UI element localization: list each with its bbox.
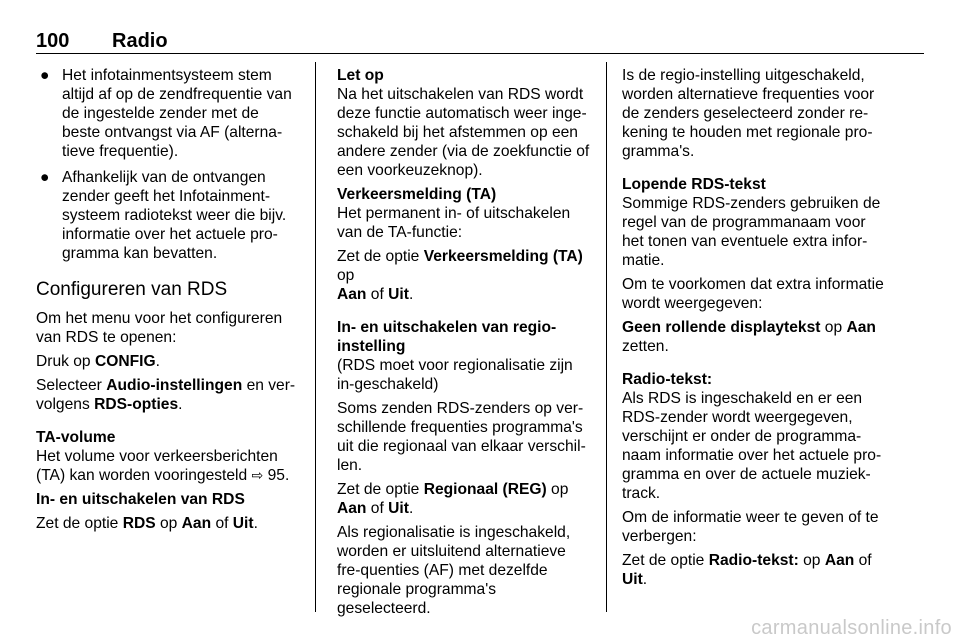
page-number: 100 bbox=[36, 30, 70, 52]
section-title: Radio bbox=[112, 30, 168, 52]
paragraph: Zet de optie Regionaal (REG) op Aan of Uit. bbox=[337, 481, 569, 517]
section-heading: Configureren van RDS bbox=[36, 279, 228, 300]
paragraph: Lopende RDS-tekst Sommige RDS-zenders gebruiken de regel van de programmanaam voor het tonen van eventuele extra infor-matie. bbox=[622, 176, 881, 269]
column-divider bbox=[606, 62, 607, 612]
page-header bbox=[36, 30, 924, 54]
paragraph: Soms zenden RDS-zenders op ver-schillende frequenties programma's uit die regionaal van elkaar verschil-len. bbox=[337, 400, 586, 474]
list-item: ● Het infotainmentsysteem stem altijd af op de zendfrequentie van de ingestelde zender met de beste ontvangst via AF (alterna-tieve frequentie). bbox=[40, 67, 292, 160]
column-3 bbox=[622, 66, 888, 594]
paragraph: Zet de optie Verkeersmelding (TA) op Aan of Uit. bbox=[337, 248, 583, 303]
paragraph: Om de informatie weer te geven of te verbergen: bbox=[622, 509, 879, 545]
paragraph: Is de regio-instelling uitgeschakeld, worden alternatieve frequenties voor de zenders geselecteerd zonder re-kening te houden met regionale pro-gramma's. bbox=[622, 67, 875, 160]
paragraph: Verkeersmelding (TA) Het permanent in- of uitschakelen van de TA-functie: bbox=[337, 186, 571, 241]
column-divider bbox=[315, 62, 316, 612]
bullet-list bbox=[36, 66, 301, 263]
paragraph: Selecteer Audio-instellingen en ver-volgens RDS-opties. bbox=[36, 377, 296, 413]
column-1 bbox=[36, 66, 301, 538]
paragraph: Radio-tekst: Als RDS is ingeschakeld en er een RDS-zender wordt weergegeven, verschijnt er onder de programma-naam informatie over het actuele pro-gramma en over de actuele muziek-track. bbox=[622, 371, 882, 502]
paragraph: Als regionalisatie is ingeschakeld, worden er uitsluitend alternatieve fre-quenties (AF) met dezelfde regionale programma's geselecteerd. bbox=[337, 524, 571, 617]
paragraph: Druk op CONFIG. bbox=[36, 353, 160, 370]
list-item: ● Afhankelijk van de ontvangen zender geeft het Infotainment-systeem radiotekst weer die bijv. informatie over het actuele pro-gramma kan bevatten. bbox=[40, 169, 287, 262]
paragraph: Om te voorkomen dat extra informatie wordt weergegeven: bbox=[622, 276, 884, 312]
bullet-icon: ● bbox=[40, 67, 50, 84]
watermark: carmanualsonline.info bbox=[751, 617, 952, 639]
paragraph: In- en uitschakelen van regio-instelling (RDS moet voor regionalisatie zijn in-geschakeld) bbox=[337, 319, 573, 393]
paragraph: Zet de optie Radio-tekst: op Aan of Uit. bbox=[622, 552, 872, 588]
column-2 bbox=[337, 66, 593, 623]
note: Let op Na het uitschakelen van RDS wordt deze functie automatisch weer inge-schakeld bij het afstemmen op een andere zender (via de zoekfunctie of een voorkeuzeknop). bbox=[337, 67, 590, 179]
paragraph: Om het menu voor het configureren van RDS te openen: bbox=[36, 310, 283, 346]
bullet-icon: ● bbox=[40, 169, 50, 186]
paragraph: TA-volume Het volume voor verkeersberichten (TA) kan worden vooringesteld ⇨ 95. bbox=[36, 429, 290, 484]
subheading: In- en uitschakelen van RDS bbox=[36, 491, 245, 508]
paragraph: Zet de optie RDS op Aan of Uit. bbox=[36, 515, 258, 532]
page-reference-icon: ⇨ bbox=[251, 467, 264, 483]
paragraph: Geen rollende displaytekst op Aan zetten. bbox=[622, 319, 876, 355]
